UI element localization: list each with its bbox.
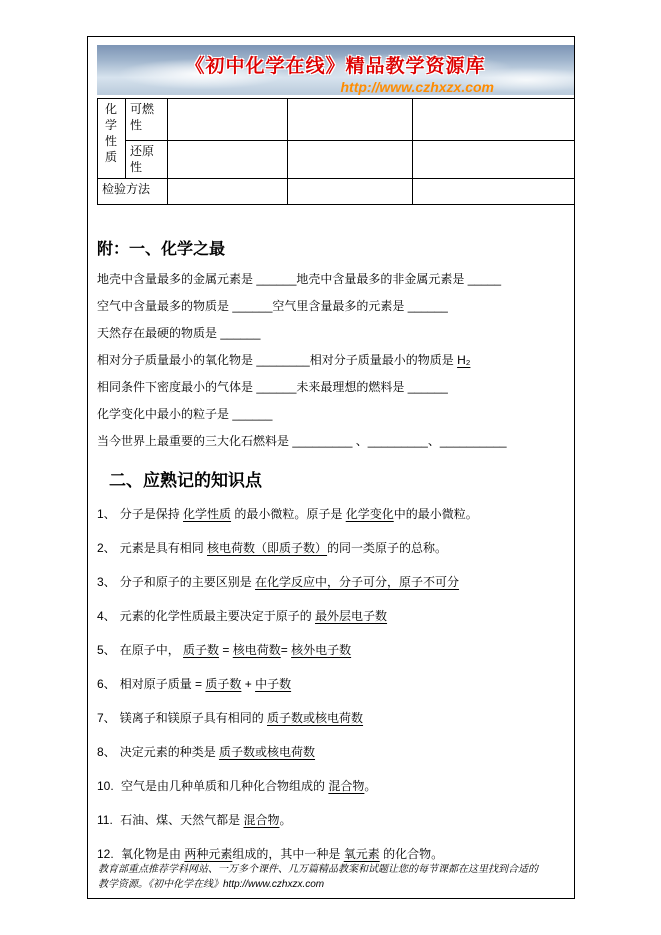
knowledge-point-item — [97, 643, 574, 658]
item-number: 5、 — [97, 643, 116, 657]
fill-blank-line — [97, 401, 574, 428]
item-number: 6、 — [97, 677, 116, 691]
answer-underline: 质子数 — [205, 677, 242, 691]
chemical-properties-label: 化学性质 — [98, 99, 126, 179]
fill-blank-line — [97, 347, 574, 374]
text-run: 石油、煤、天然气都是 — [116, 813, 244, 827]
item-number: 4、 — [97, 609, 116, 623]
item-number: 10. — [97, 779, 114, 793]
answer-underline: 氧元素 — [343, 847, 380, 861]
knowledge-point-item — [97, 847, 574, 862]
text-run: 组成的，其中一种是 — [232, 847, 344, 861]
empty-cell — [413, 141, 575, 179]
answer-underline: 核电荷数 — [232, 643, 281, 657]
text-run: 的化合物。 — [379, 847, 444, 861]
banner-url: http://www.czhxzx.com — [340, 79, 494, 95]
answer-underline: 最外层电子数 — [315, 609, 388, 623]
fill-blank-line — [97, 428, 574, 455]
text-run: 。 — [364, 779, 377, 793]
text-run: 镁离子和镁原子具有相同的 — [119, 711, 268, 725]
knowledge-point-item — [97, 779, 574, 794]
blank-underscores: ______ — [232, 407, 273, 421]
text-run: 当今世界上最重要的三大化石燃料是 — [97, 434, 293, 448]
blank-underscores: ______ — [407, 380, 448, 394]
text-run: 空气中含量最多的物质是 — [97, 299, 233, 313]
fill-blank-line — [97, 320, 574, 347]
item-number: 11. — [97, 813, 113, 827]
empty-cell — [413, 179, 575, 205]
text-run: 、 — [427, 434, 440, 448]
blank-underscores: __________ — [439, 434, 507, 448]
section-heading-extremes: 附：一、化学之最 — [97, 241, 226, 258]
answer-underline: 质子数 — [183, 643, 220, 657]
blank-underscores: ______ — [256, 272, 297, 286]
answer-underline: 化学变化 — [345, 507, 394, 521]
text-run: 元素的化学性质最主要决定于原子的 — [119, 609, 316, 623]
text-run: 地壳中含量最多的金属元素是 — [97, 272, 257, 286]
answer-underline: 混合物 — [243, 813, 280, 827]
answer-underline: 两种元素 — [184, 847, 233, 861]
flammability-label: 可燃性 — [126, 99, 168, 141]
banner-title: 《初中化学在线》精品教学资源库 — [185, 56, 486, 77]
text-run: 决定元素的种类是 — [119, 745, 220, 759]
text-run: 在原子中， — [119, 643, 184, 657]
text-run: 元素是具有相同 — [119, 541, 208, 555]
empty-cell — [168, 179, 288, 205]
blank-underscores: _________ — [367, 434, 428, 448]
knowledge-point-item — [97, 507, 574, 522]
properties-table — [97, 98, 575, 205]
blank-underscores: ________ — [256, 353, 310, 367]
blank-underscores: ______ — [407, 299, 448, 313]
empty-cell — [288, 141, 413, 179]
text-run: = — [219, 643, 233, 657]
text-run: 化学变化中最小的粒子是 — [97, 407, 233, 421]
banner — [97, 45, 574, 95]
answer-underline: 质子数或核电荷数 — [219, 745, 316, 759]
text-run: 的同一类原子的总称。 — [327, 541, 448, 555]
empty-cell — [288, 99, 413, 141]
text-run: 。 — [279, 813, 292, 827]
fill-blank-line — [97, 374, 574, 401]
text-run: 相对分子质量最小的物质是 — [309, 353, 458, 367]
item-number: 12. — [97, 847, 114, 861]
answer-underline: 中子数 — [255, 677, 292, 691]
empty-cell — [413, 99, 575, 141]
text-run: 地壳中含量最多的非金属元素是 — [296, 272, 468, 286]
text-run: = — [280, 643, 292, 657]
text-run: 天然存在最硬的物质是 — [97, 326, 221, 340]
points-list — [97, 507, 574, 862]
text-run: 相对分子质量最小的氧化物是 — [97, 353, 257, 367]
answer-underline: 核电荷数（即质子数） — [207, 541, 328, 555]
answer-underline: 质子数或核电荷数 — [267, 711, 364, 725]
text-run: 未来最理想的燃料是 — [296, 380, 408, 394]
text-run: 氧化物是由 — [117, 847, 185, 861]
item-number: 1、 — [97, 507, 116, 521]
answer-underline: H₂ — [457, 353, 471, 367]
knowledge-point-item — [97, 711, 574, 726]
answer-underline: 混合物 — [328, 779, 365, 793]
text-run: + — [241, 677, 256, 691]
blank-underscores: ______ — [256, 380, 297, 394]
footer — [98, 862, 560, 892]
test-method-label: 检验方法 — [98, 179, 168, 205]
item-number: 3、 — [97, 575, 116, 589]
item-number: 8、 — [97, 745, 116, 759]
extremes-lines — [97, 266, 574, 455]
answer-underline: 在化学反应中，分子可分，原子不可分 — [255, 575, 460, 589]
item-number: 2、 — [97, 541, 116, 555]
text-run: 分子和原子的主要区别是 — [119, 575, 256, 589]
section-heading-points: 二、应熟记的知识点 — [109, 471, 262, 490]
blank-underscores: _____ — [467, 272, 502, 286]
fill-blank-line — [97, 266, 574, 293]
text-run: 的最小微粒。原子是 — [231, 507, 346, 521]
knowledge-point-item — [97, 813, 574, 828]
answer-underline: 核外电子数 — [291, 643, 352, 657]
knowledge-point-item — [97, 575, 574, 590]
text-run: 空气里含量最多的元素是 — [272, 299, 408, 313]
empty-cell — [168, 99, 288, 141]
knowledge-point-item — [97, 541, 574, 556]
text-run: 、 — [352, 434, 368, 448]
reducibility-label: 还原性 — [126, 141, 168, 179]
blank-underscores: ______ — [232, 299, 273, 313]
empty-cell — [288, 179, 413, 205]
item-number: 7、 — [97, 711, 116, 725]
blank-underscores: _________ — [292, 434, 353, 448]
knowledge-point-item — [97, 677, 574, 692]
text-run: 空气是由几种单质和几种化合物组成的 — [117, 779, 329, 793]
page-border-frame — [87, 36, 575, 899]
empty-cell — [168, 141, 288, 179]
text-run: 中的最小微粒。 — [393, 507, 478, 521]
footer-line1: 教育部重点推荐学科网站、一万多个课件、几万篇精品教案和试题让您的每节课都在这里找到合适的 — [98, 864, 538, 875]
knowledge-point-item — [97, 609, 574, 624]
text-run: 相同条件下密度最小的气体是 — [97, 380, 257, 394]
knowledge-point-item — [97, 745, 574, 760]
text-run: 分子是保持 — [119, 507, 184, 521]
footer-line2: 教学资源。《初中化学在线》http://www.czhxzx.com — [98, 879, 325, 890]
fill-blank-line — [97, 293, 574, 320]
text-run: 相对原子质量 = — [119, 677, 206, 691]
answer-underline: 化学性质 — [183, 507, 232, 521]
blank-underscores: ______ — [220, 326, 261, 340]
